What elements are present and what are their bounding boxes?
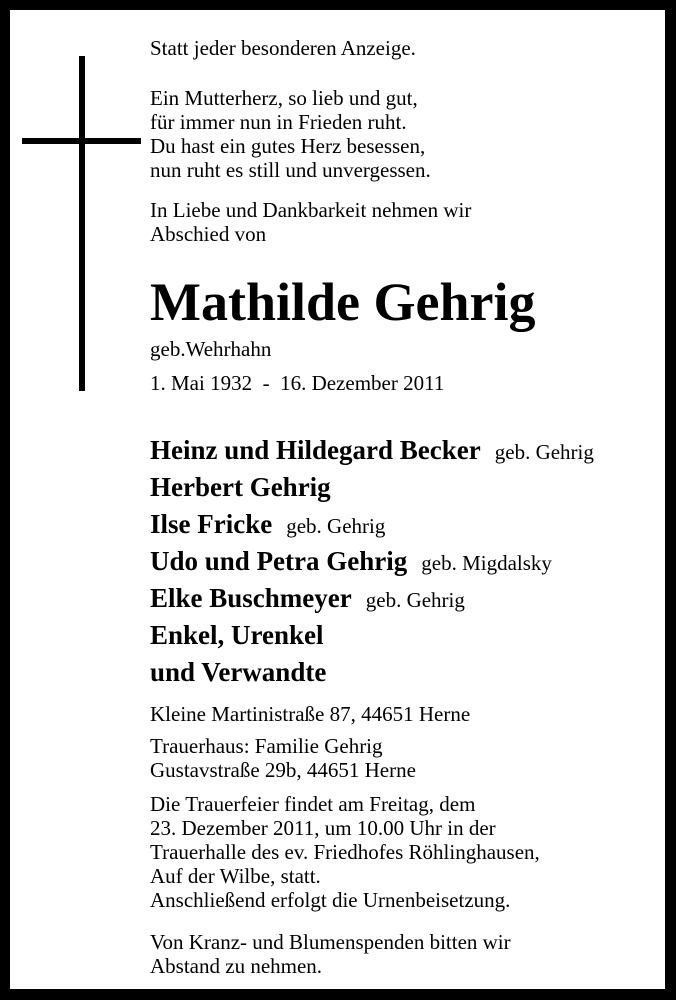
family-member-name: Ilse Fricke: [150, 509, 273, 539]
family-member-name: Heinz und Hildegard Becker: [150, 435, 481, 465]
ceremony-line: Trauerhalle des ev. Friedhofes Röhlinghausen,: [150, 840, 540, 864]
family-member: [150, 656, 326, 688]
poem-line: nun ruht es still und unvergessen.: [150, 158, 431, 182]
family-member-name: und Verwandte: [150, 657, 327, 687]
obituary-notice: [10, 10, 665, 989]
ceremony-line: 23. Dezember 2011, um 10.00 Uhr in der: [150, 816, 496, 840]
ceremony-line: Die Trauerfeier findet am Freitag, dem: [150, 792, 476, 816]
flowers-line: Abstand zu nehmen.: [150, 954, 323, 978]
maiden-name: geb.Wehrhahn: [150, 337, 272, 361]
family-member: [150, 619, 324, 651]
farewell-line: Abschied von: [150, 222, 267, 246]
family-member-name: Elke Buschmeyer: [150, 583, 352, 613]
family-member-name: Enkel, Urenkel: [150, 620, 324, 650]
poem-line: für immer nun in Frieden ruht.: [150, 110, 407, 134]
mourning-house-line: Gustavstraße 29b, 44651 Herne: [150, 758, 416, 782]
address: Kleine Martinistraße 87, 44651 Herne: [150, 702, 471, 726]
family-member-nee: geb. Gehrig: [494, 440, 594, 464]
mourning-house-line: Trauerhaus: Familie Gehrig: [150, 734, 383, 758]
family-member: [150, 434, 594, 468]
mourning-house: [150, 734, 416, 782]
family-member-nee: geb. Gehrig: [286, 514, 386, 538]
cross-icon-bar: [22, 138, 141, 144]
ceremony-info: [150, 792, 540, 912]
ceremony-line: Auf der Wilbe, statt.: [150, 864, 321, 888]
farewell-line: In Liebe und Dankbarkeit nehmen wir: [150, 198, 472, 222]
deceased-name: Mathilde Gehrig: [150, 272, 536, 332]
family-member-name: Herbert Gehrig: [150, 472, 331, 502]
farewell-text: [150, 198, 471, 246]
poem-line: Ein Mutterherz, so lieb und gut,: [150, 86, 418, 110]
family-member-nee: geb. Migdalsky: [421, 551, 552, 575]
flowers-note: [150, 930, 511, 978]
family-member: [150, 545, 552, 579]
flowers-line: Von Kranz- und Blumenspenden bitten wir: [150, 930, 511, 954]
family-member: [150, 508, 385, 542]
family-member: [150, 471, 331, 503]
ceremony-line: Anschließend erfolgt die Urnenbeisetzung.: [150, 888, 511, 912]
life-dates: 1. Mai 1932 - 16. Dezember 2011: [150, 371, 445, 395]
family-member-name: Udo und Petra Gehrig: [150, 546, 408, 576]
family-member-nee: geb. Gehrig: [365, 588, 465, 612]
intro-line: Statt jeder besonderen Anzeige.: [150, 36, 416, 60]
cross-icon: [79, 56, 85, 391]
poem-line: Du hast ein gutes Herz besessen,: [150, 134, 426, 158]
family-member: [150, 582, 465, 616]
poem: [150, 86, 431, 182]
